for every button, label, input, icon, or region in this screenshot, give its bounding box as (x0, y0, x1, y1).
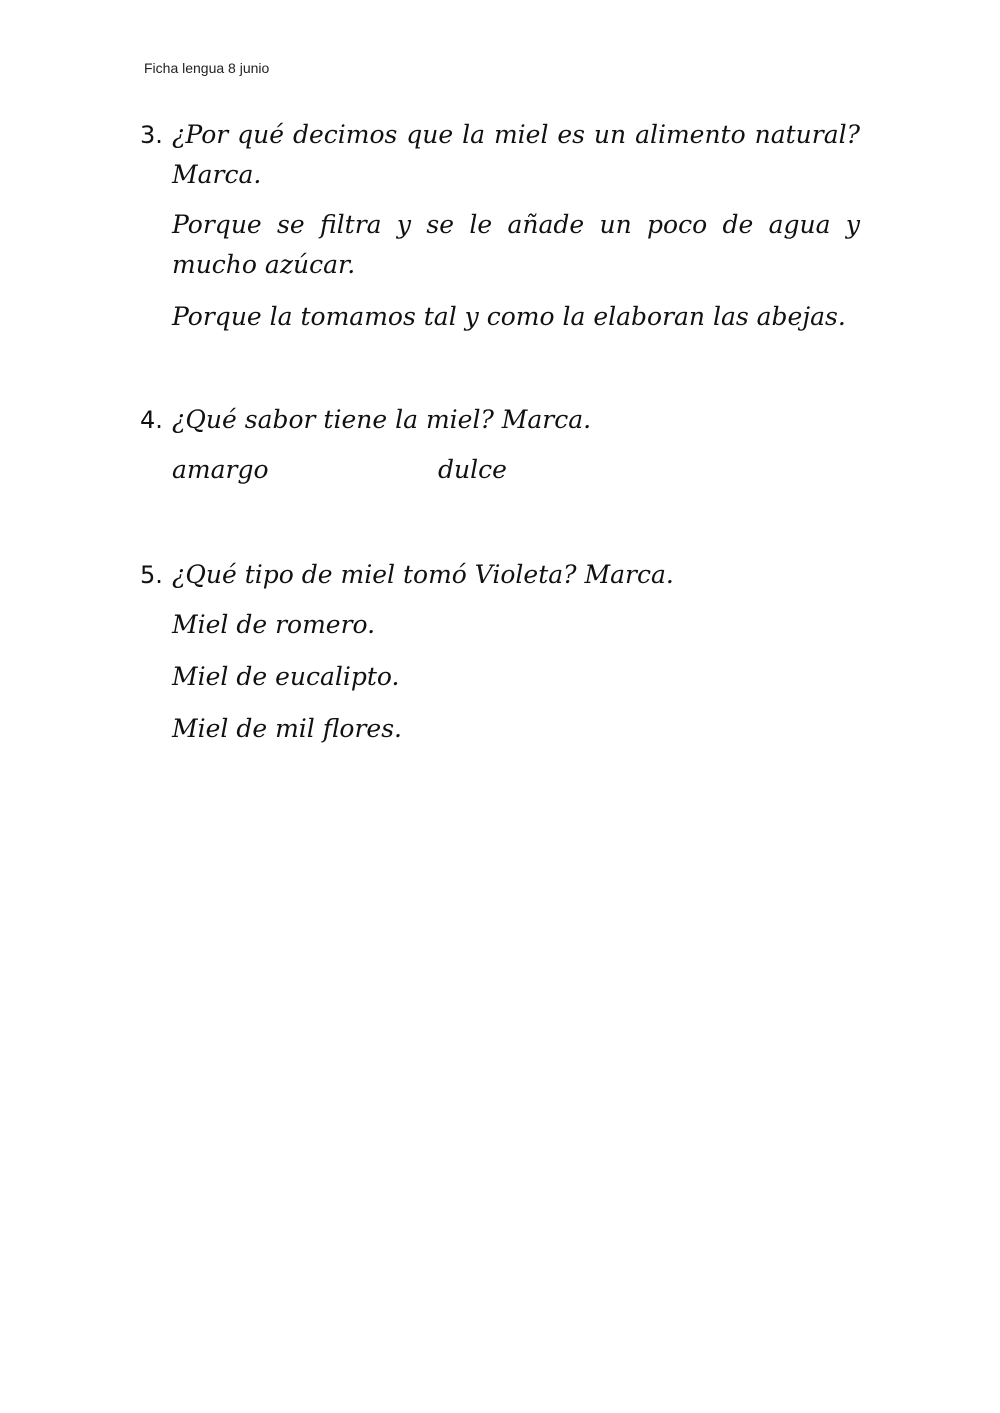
answer-option[interactable]: Porque la tomamos tal y como la elaboran las abejas. (172, 302, 846, 331)
question-3 (140, 115, 860, 349)
answer-option[interactable]: amargo (172, 455, 269, 484)
question-text: ¿Por qué decimos que la miel es un alimento natural? Marca. (172, 120, 860, 189)
worksheet-title: Ficha lengua 8 junio (144, 60, 270, 76)
answer-options (172, 605, 860, 749)
answer-option[interactable]: Porque se filtra y se le añade un poco de agua y mucho azúcar. (172, 210, 860, 279)
answer-option[interactable]: Miel de mil flores. (172, 714, 402, 743)
answer-options (172, 450, 860, 490)
answer-options (172, 205, 860, 337)
question-text: ¿Qué tipo de miel tomó Violeta? Marca. (172, 560, 674, 589)
question-5 (140, 555, 860, 761)
question-number: 3. (140, 121, 163, 149)
answer-option[interactable]: Miel de romero. (172, 610, 376, 639)
answer-option[interactable]: Miel de eucalipto. (172, 662, 400, 691)
question-number: 5. (140, 561, 163, 589)
question-text: ¿Qué sabor tiene la miel? Marca. (172, 405, 592, 434)
question-4 (140, 400, 860, 490)
answer-option[interactable]: dulce (438, 455, 507, 484)
question-number: 4. (140, 406, 163, 434)
